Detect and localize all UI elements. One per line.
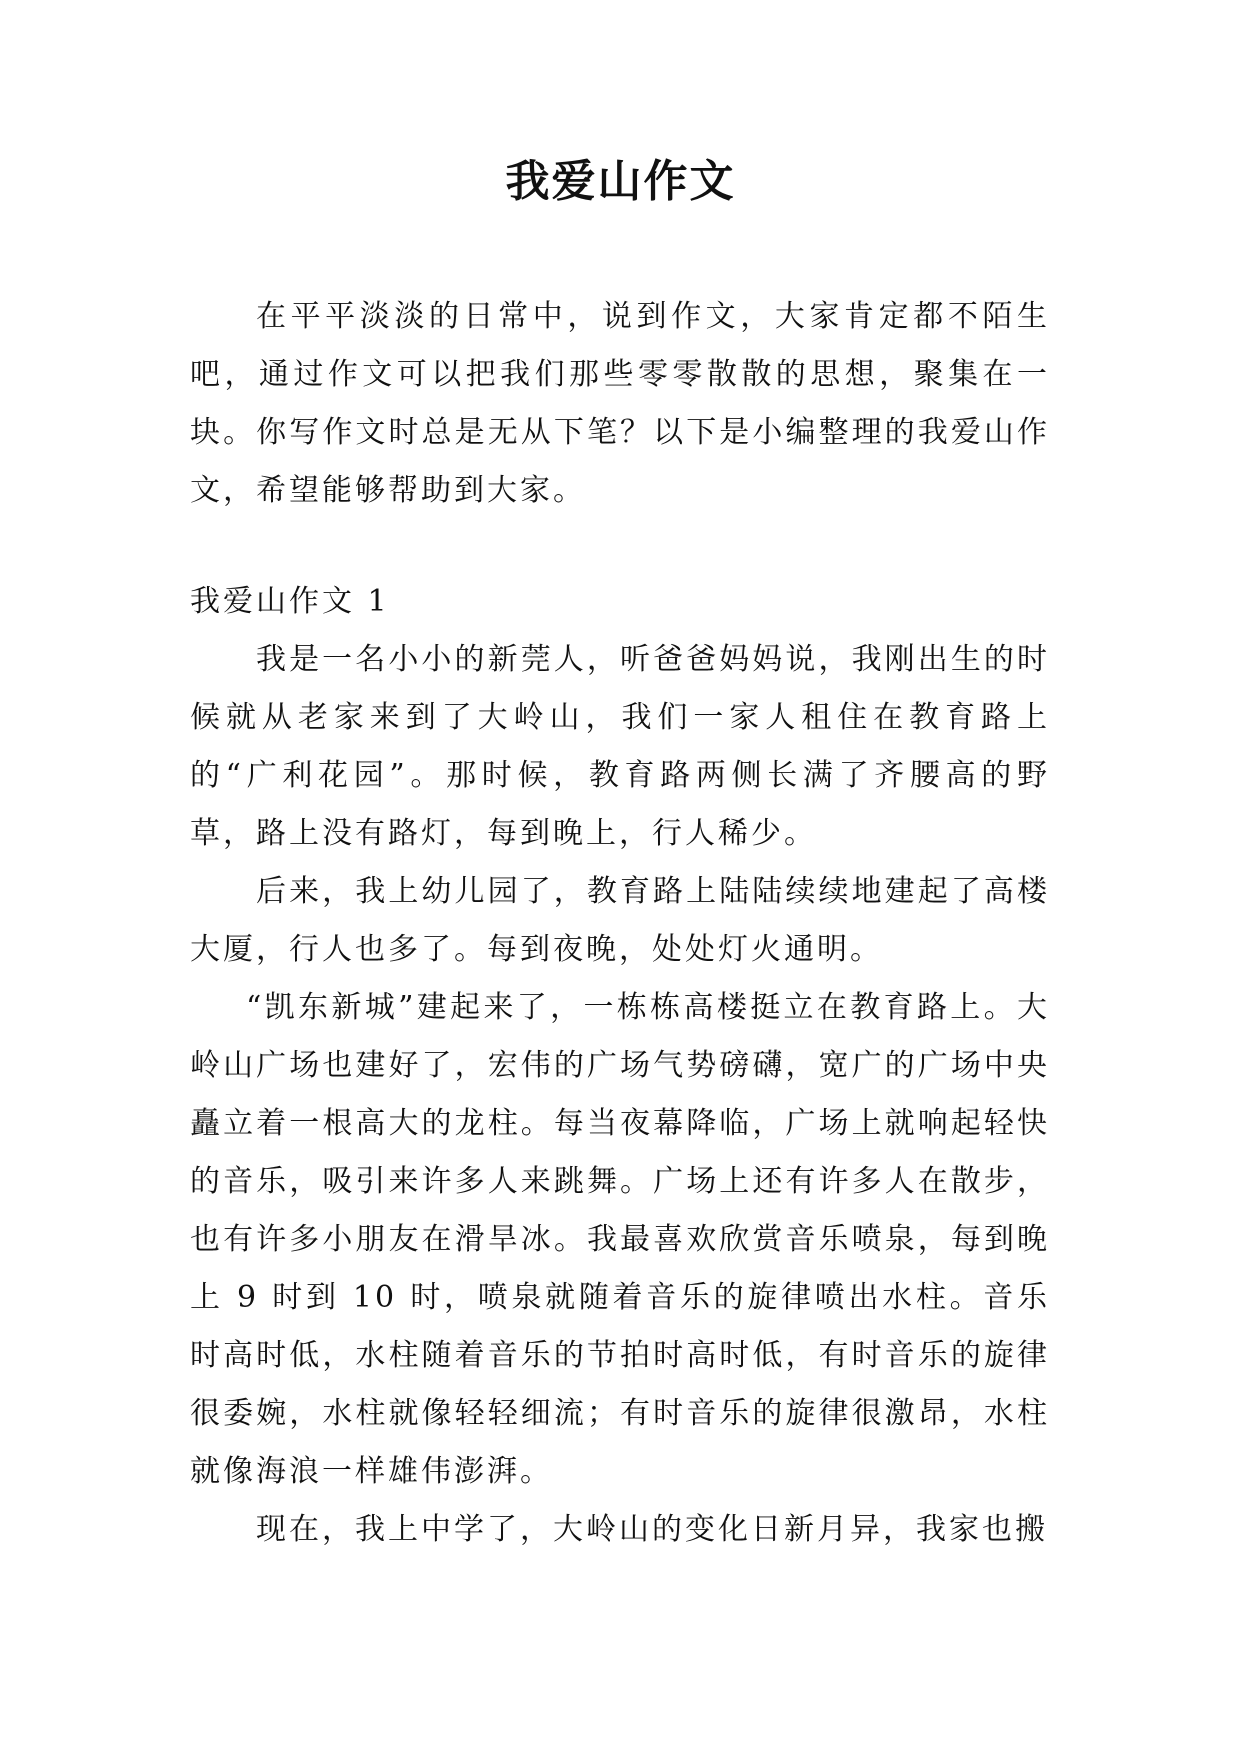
intro-paragraph: 在平平淡淡的日常中，说到作文，大家肯定都不陌生吧，通过作文可以把我们那些零零散散的思想，聚集在一块。你写作文时总是无从下笔？以下是小编整理的我爱山作文，希望能够帮助到大家。: [190, 299, 1050, 508]
paragraph-1: 我是一名小小的新莞人，听爸爸妈妈说，我刚出生的时候就从老家来到了大岭山，我们一家人租住在教育路上的“广利花园”。那时候，教育路两侧长满了齐腰高的野草，路上没有路灯，每到晚上，行人稀少。: [190, 642, 1050, 851]
document-title: 我爱山作文: [505, 156, 736, 207]
paragraph-4: 现在，我上中学了，大岭山的变化日新月异，我家也搬: [256, 1512, 1048, 1547]
article-block: [190, 573, 1050, 1559]
intro-block: [190, 288, 1050, 520]
paragraph-2: 后来，我上幼儿园了，教育路上陆陆续续地建起了高楼大厦，行人也多了。每到夜晚，处处灯火通明。: [190, 874, 1050, 967]
section-heading: 我爱山作文 1: [190, 584, 390, 619]
paragraph-3: “凯东新城”建起来了，一栋栋高楼挺立在教育路上。大岭山广场也建好了，宏伟的广场气势磅礴，宽广的广场中央矗立着一根高大的龙柱。每当夜幕降临，广场上就响起轻快的音乐，吸引来许多人来跳舞。广场上还有许多人在散步，也有许多小朋友在滑旱冰。我最喜欢欣赏音乐喷泉，每到晚上 9 时到 10 时，喷泉就随着音乐的旋律喷出水柱。音乐时高时低，水柱随着音乐的节拍时高时低，有时音乐的旋律很委婉，水柱就像轻轻细流；有时音乐的旋律很激昂，水柱就像海浪一样雄伟澎湃。: [190, 990, 1050, 1489]
